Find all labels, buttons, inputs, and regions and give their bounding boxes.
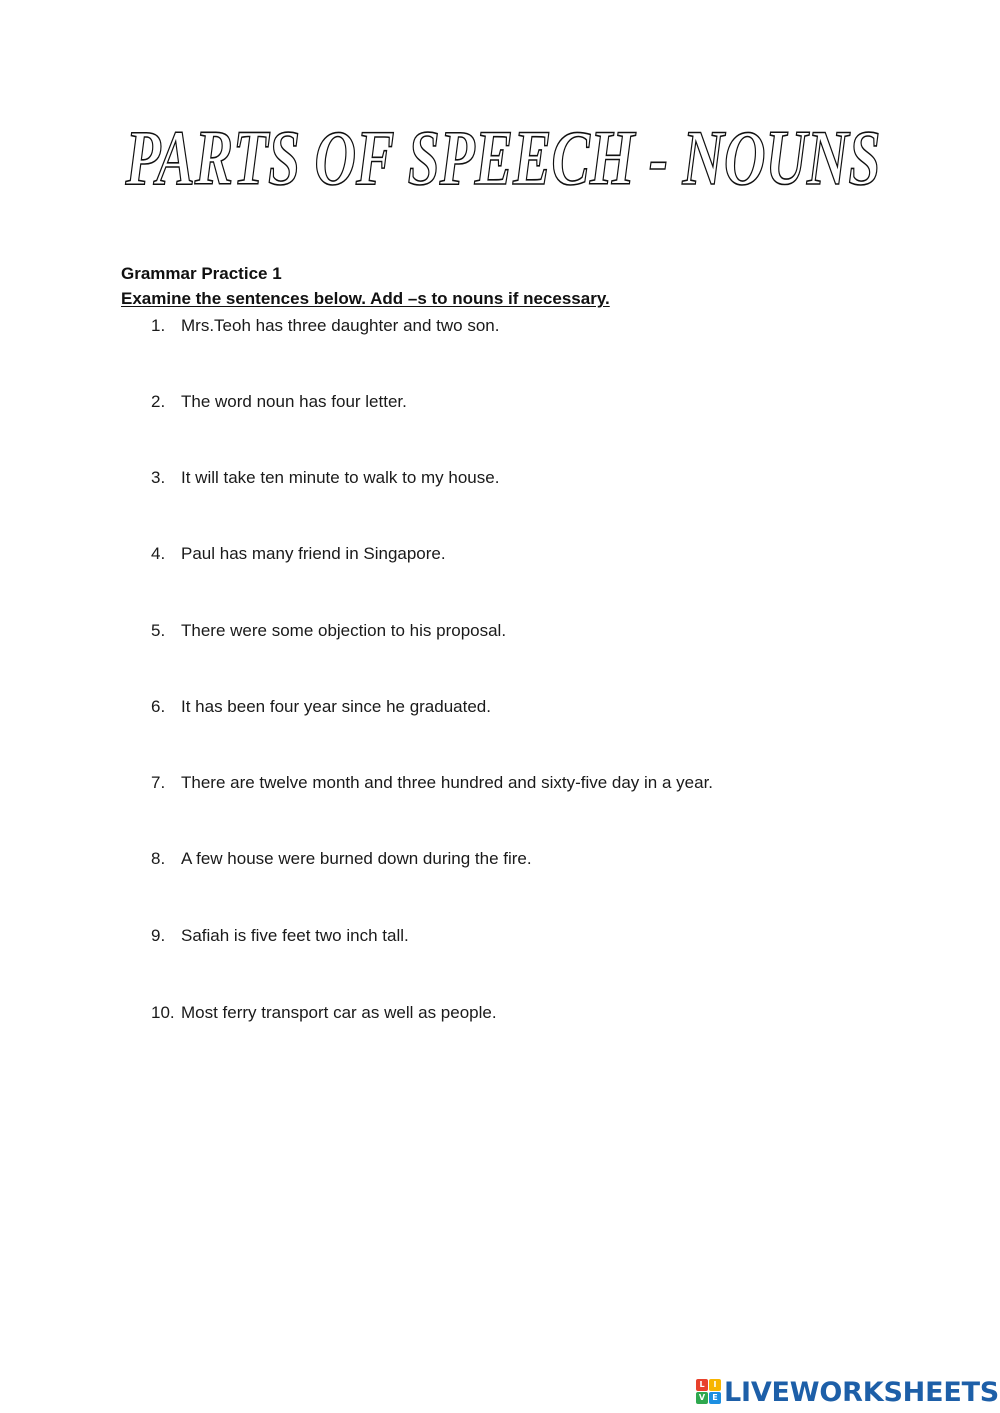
exercise-sentence: There are twelve month and three hundred and sixty-five day in a year.	[181, 773, 714, 792]
exercise-number: 9.	[151, 926, 166, 945]
exercise-item	[0, 542, 900, 566]
logo-tile-v: V	[696, 1392, 708, 1404]
logo-tile-i: I	[709, 1379, 721, 1391]
exercise-sentence: Paul has many friend in Singapore.	[181, 544, 446, 563]
exercise-sentence: It has been four year since he graduated.	[181, 697, 491, 716]
exercise-item	[0, 847, 900, 871]
exercise-sentence: There were some objection to his proposal.	[181, 621, 507, 640]
section-heading: Grammar Practice 1	[121, 264, 282, 283]
exercise-item	[0, 695, 900, 719]
exercise-number: 6.	[151, 697, 166, 716]
exercise-item	[0, 771, 900, 795]
exercise-number: 7.	[151, 773, 166, 792]
logo-tile-l: L	[696, 1379, 708, 1391]
exercise-item	[0, 466, 900, 490]
exercise-number: 2.	[151, 392, 166, 411]
exercise-number: 4.	[151, 544, 166, 563]
exercise-sentence: It will take ten minute to walk to my house.	[181, 468, 500, 487]
page-title	[118, 112, 888, 202]
exercise-number: 5.	[151, 621, 166, 640]
exercise-number: 8.	[151, 849, 166, 868]
exercise-item	[0, 619, 900, 643]
exercise-sentence: The word noun has four letter.	[181, 392, 407, 411]
exercise-item	[0, 1001, 900, 1025]
exercise-item	[0, 314, 900, 338]
liveworksheets-logo	[696, 1376, 1000, 1410]
exercise-number: 10.	[151, 1003, 175, 1022]
exercise-item	[0, 924, 900, 948]
liveworksheets-logo-icon	[696, 1379, 722, 1405]
exercise-number: 1.	[151, 316, 166, 335]
logo-tile-e: E	[709, 1392, 721, 1404]
exercise-item	[0, 390, 900, 414]
instruction-text: Examine the sentences below. Add –s to nouns if necessary.	[121, 289, 610, 308]
exercise-sentence: Mrs.Teoh has three daughter and two son.	[181, 316, 500, 335]
exercise-sentence: Most ferry transport car as well as people.	[181, 1003, 497, 1022]
exercise-number: 3.	[151, 468, 166, 487]
exercise-sentence: Safiah is five feet two inch tall.	[181, 926, 409, 945]
exercise-sentence: A few house were burned down during the fire.	[181, 849, 532, 868]
brand-name: LIVEWORKSHEETS	[724, 1377, 1000, 1408]
page-title-text: PARTS OF SPEECH - NOUNS	[124, 114, 881, 201]
